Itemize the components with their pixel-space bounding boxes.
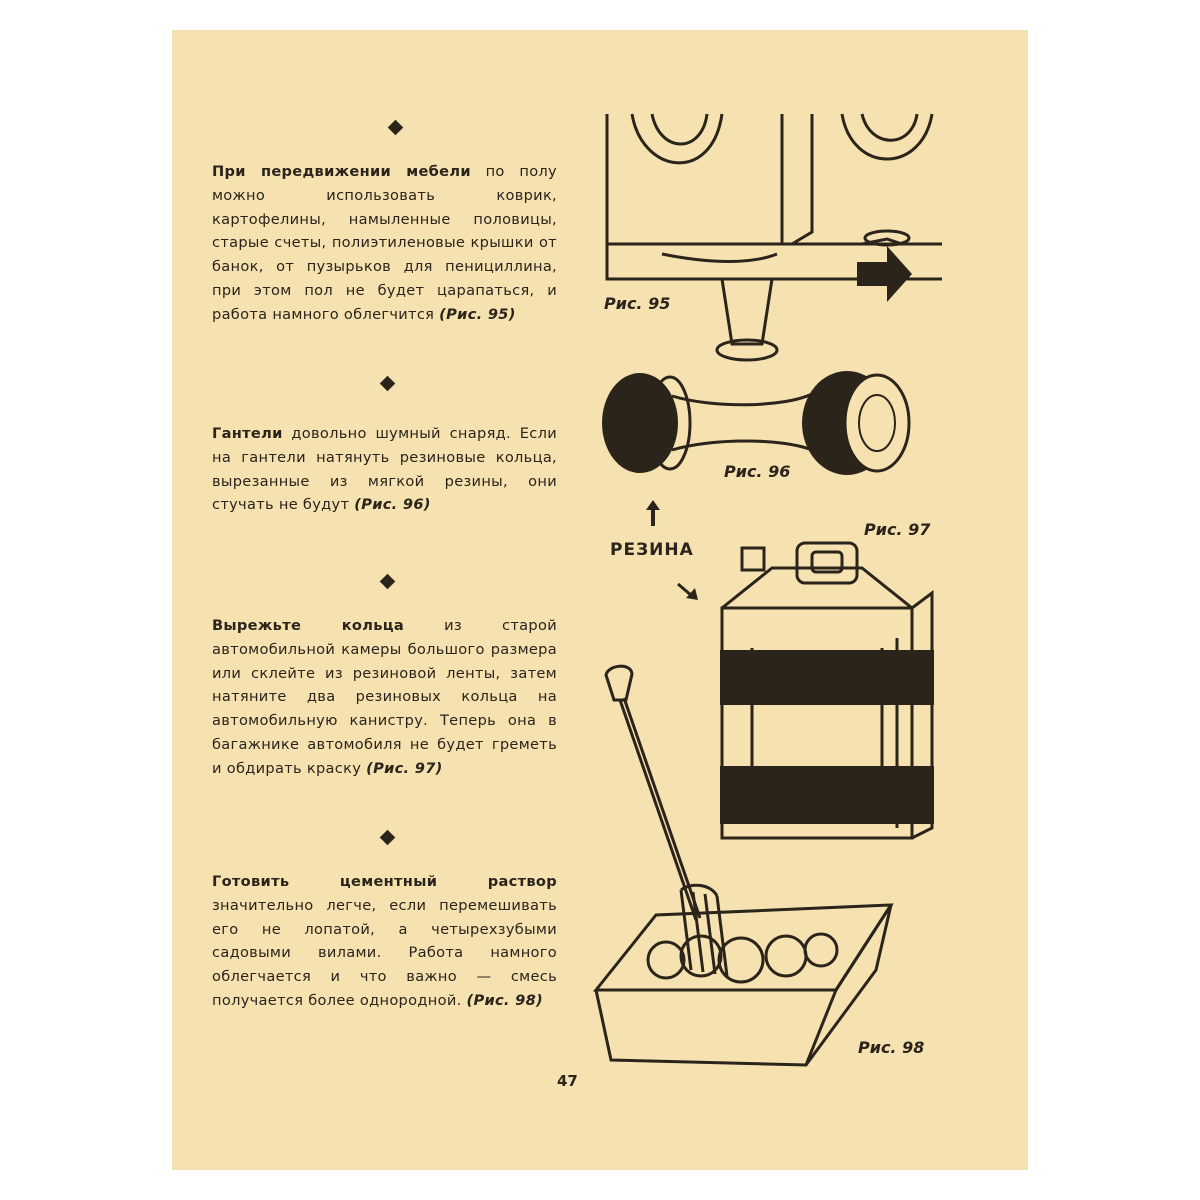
- figure-caption-95: Рис. 95: [604, 294, 671, 313]
- paragraph-canister: [212, 614, 557, 781]
- paragraph-lead: При передвижении мебели: [212, 163, 471, 180]
- paragraph-furniture: [212, 160, 557, 327]
- paragraph-body: довольно шумный снаряд. Если на гантели натянуть резиновые кольца, вырезанные из мягкой резины, они стучать не будут: [212, 425, 557, 514]
- paragraph-body: значительно легче, если перемешивать его не лопатой, а четырехзубыми садовыми вилами. Работа намного облегчается и что важно — смесь получается более однородной.: [212, 896, 557, 1009]
- arrow-diagonal-icon: [678, 582, 700, 602]
- arrow-up-icon: [646, 500, 660, 526]
- figure-caption-97: Рис. 97: [864, 520, 931, 539]
- figure-caption-96: Рис. 96: [724, 462, 791, 481]
- rubber-label: РЕЗИНА: [610, 540, 694, 560]
- paragraph-body: по полу можно использовать коврик, картофелины, намыленные половицы, старые счеты, полиэтиленовые крышки от банок, от пузырьков для пенициллина, при этом пол не будет царапаться, и работа намного облегчится: [212, 163, 557, 323]
- section-bullet-2: [380, 376, 396, 392]
- cement-box-illustration: [596, 660, 896, 1070]
- figure-reference: (Рис. 95): [439, 305, 516, 323]
- book-page: [172, 30, 1028, 1170]
- figure-reference: (Рис. 98): [466, 991, 544, 1009]
- page-number: 47: [557, 1072, 578, 1090]
- paragraph-lead: Вырежьте кольца: [212, 617, 405, 634]
- paragraph-lead: Готовить цементный раствор: [212, 873, 557, 890]
- furniture-leg-illustration: [602, 114, 942, 374]
- paragraph-dumbbell: [212, 422, 557, 517]
- section-bullet-3: [380, 574, 396, 590]
- section-bullet-1: [388, 120, 404, 136]
- figure-reference: (Рис. 97): [366, 759, 443, 777]
- paragraph-lead: Гантели: [212, 425, 283, 442]
- figure-reference: (Рис. 96): [354, 496, 431, 514]
- section-bullet-4: [380, 830, 396, 846]
- figure-caption-98: Рис. 98: [858, 1038, 925, 1057]
- paragraph-cement: [212, 870, 557, 1013]
- paragraph-body: из старой автомобильной камеры большого размера или склейте из резиновой ленты, затем натяните два резиновых кольца на автомобильную канистру. Теперь она в багажнике автомобиля не будет греметь и обдирать краску: [212, 617, 558, 777]
